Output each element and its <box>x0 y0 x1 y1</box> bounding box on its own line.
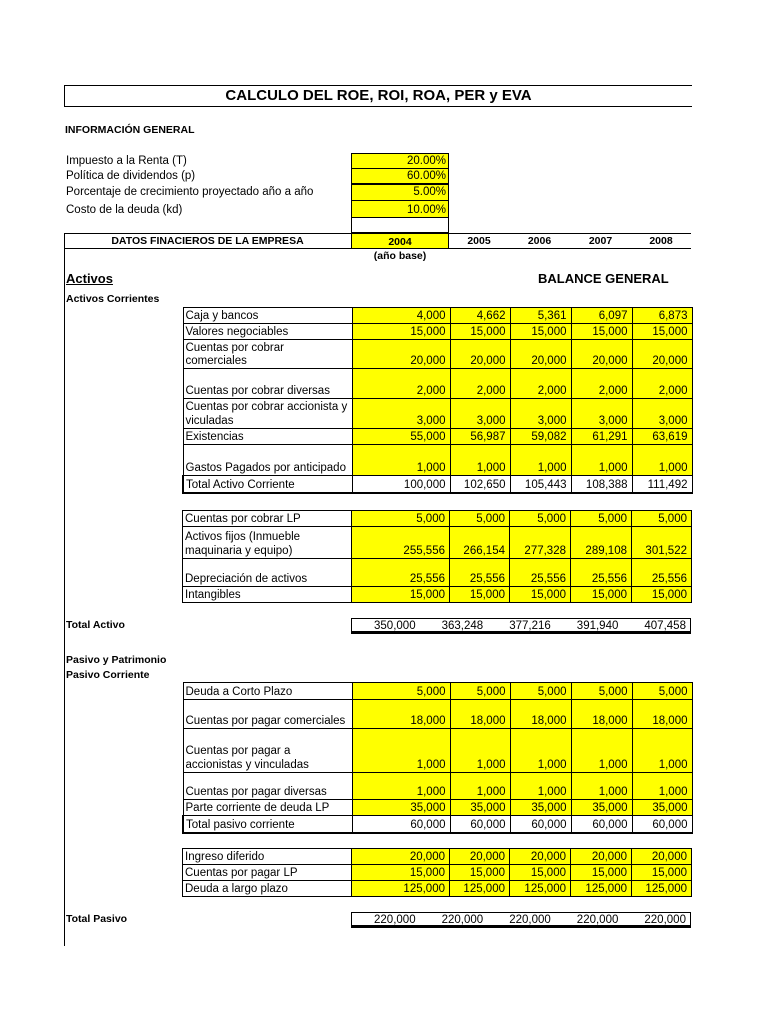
cell-2007[interactable]: 1,000 <box>571 773 632 800</box>
cell-2007[interactable]: 15,000 <box>571 865 632 881</box>
cell-2004[interactable]: 20,000 <box>352 849 450 865</box>
year-2007: 2007 <box>588 235 613 247</box>
table-row <box>183 399 692 429</box>
cell-2005[interactable]: 35,000 <box>450 800 510 816</box>
table-row <box>183 559 692 587</box>
cell-2004[interactable]: 35,000 <box>352 800 450 816</box>
row-label: Depreciación de activos <box>183 559 352 587</box>
table-row <box>183 369 692 399</box>
cell-2006[interactable]: 2,000 <box>510 369 571 399</box>
cell-2007[interactable]: 1,000 <box>571 729 632 773</box>
activos-no-corrientes-table <box>182 510 692 603</box>
table-row <box>183 340 692 369</box>
table-row-total <box>183 476 692 493</box>
cell-2008[interactable]: 1,000 <box>632 445 692 476</box>
cell-2007[interactable]: 5,000 <box>571 511 632 527</box>
year-2004: 2004 <box>351 233 449 249</box>
cell-2008[interactable]: 5,000 <box>632 683 692 700</box>
cell-2008[interactable]: 15,000 <box>632 587 692 603</box>
row-label: Cuentas por pagar LP <box>183 865 352 881</box>
cell-2007[interactable]: 3,000 <box>571 399 632 429</box>
cell-2008[interactable]: 2,000 <box>632 369 692 399</box>
cell-2004[interactable]: 25,556 <box>352 559 450 587</box>
cell-2006: 377,216 <box>509 620 551 632</box>
cell-2004[interactable]: 125,000 <box>352 881 450 897</box>
cell-2005[interactable]: 5,000 <box>450 683 510 700</box>
row-label: Intangibles <box>183 587 352 603</box>
cell-2006[interactable]: 1,000 <box>510 773 571 800</box>
cell-2006[interactable]: 35,000 <box>510 800 571 816</box>
activos-heading: Activos <box>66 271 113 286</box>
table-row <box>183 429 692 445</box>
row-label: Cuentas por pagar diversas <box>183 773 352 800</box>
cell-2008: 220,000 <box>644 914 686 926</box>
cell-2008[interactable]: 25,556 <box>632 559 692 587</box>
cell-2005[interactable]: 1,000 <box>450 445 510 476</box>
cell-2005[interactable]: 5,000 <box>450 511 510 527</box>
param-label-debt-cost: Costo de la deuda (kd) <box>66 204 183 216</box>
cell-2004[interactable]: 1,000 <box>352 729 450 773</box>
row-label: Cuentas por cobrar accionista y viculadas <box>183 399 352 429</box>
cell-2008: 111,492 <box>632 476 692 493</box>
row-label: Gastos Pagados por anticipado <box>183 445 352 476</box>
cell-2007[interactable]: 289,108 <box>571 527 632 559</box>
pasivo-corriente-table <box>182 682 693 834</box>
cell-2005[interactable]: 15,000 <box>450 324 510 340</box>
cell-2004[interactable]: 15,000 <box>352 587 450 603</box>
cell-2006[interactable]: 18,000 <box>510 700 571 729</box>
cell-2007[interactable]: 18,000 <box>571 700 632 729</box>
param-value-tax[interactable]: 20.00% <box>351 153 449 169</box>
cell-2005[interactable]: 1,000 <box>450 729 510 773</box>
cell-2005[interactable]: 15,000 <box>450 587 510 603</box>
cell-2006[interactable]: 5,000 <box>510 511 571 527</box>
base-year-note: (año base) <box>373 250 427 262</box>
cell-2006: 105,443 <box>510 476 571 493</box>
pasivo-patrimonio-heading: Pasivo y Patrimonio <box>66 654 167 666</box>
row-label: Caja y bancos <box>183 308 352 324</box>
table-row <box>183 445 692 476</box>
cell-2007: 391,940 <box>576 620 619 632</box>
cell-2008[interactable]: 63,619 <box>632 429 692 445</box>
row-label: Ingreso diferido <box>183 849 352 865</box>
total-pasivo-values <box>351 912 691 928</box>
cell-2007[interactable]: 5,000 <box>571 683 632 700</box>
cell-2005[interactable]: 3,000 <box>450 399 510 429</box>
row-label: Deuda a largo plazo <box>183 881 352 897</box>
table-row <box>183 881 692 897</box>
cell-2005[interactable]: 125,000 <box>450 881 510 897</box>
financial-header-label: DATOS FINACIEROS DE LA EMPRESA <box>111 235 304 247</box>
row-label: Total Activo Corriente <box>183 476 352 493</box>
table-row <box>183 587 692 603</box>
cell-2006[interactable]: 15,000 <box>510 324 571 340</box>
cell-2006[interactable]: 5,361 <box>510 308 571 324</box>
cell-2004: 350,000 <box>374 620 416 632</box>
cell-2007[interactable]: 61,291 <box>571 429 632 445</box>
cell-2008[interactable]: 5,000 <box>632 511 692 527</box>
cell-2006[interactable]: 15,000 <box>510 587 571 603</box>
row-label: Valores negociables <box>183 324 352 340</box>
cell-2004[interactable]: 5,000 <box>352 683 450 700</box>
param-value-debt-cost[interactable]: 10.00% <box>351 200 449 218</box>
cell-2007[interactable]: 6,097 <box>571 308 632 324</box>
cell-2005[interactable]: 56,987 <box>450 429 510 445</box>
cell-2008[interactable]: 20,000 <box>632 849 692 865</box>
cell-2008[interactable]: 125,000 <box>632 881 692 897</box>
row-label: Activos fijos (Inmueble maquinaria y equipo) <box>183 527 352 559</box>
cell-2004[interactable]: 2,000 <box>352 369 450 399</box>
row-label: Cuentas por cobrar diversas <box>183 369 352 399</box>
cell-2007[interactable]: 1,000 <box>571 445 632 476</box>
total-activo-values <box>351 618 691 634</box>
cell-2004[interactable]: 4,000 <box>352 308 450 324</box>
cell-2005[interactable]: 20,000 <box>450 849 510 865</box>
table-row <box>183 683 692 700</box>
param-label-tax: Impuesto a la Renta (T) <box>66 155 187 167</box>
pasivo-no-corriente-table <box>182 848 692 897</box>
cell-2004: 100,000 <box>352 476 450 493</box>
cell-2005[interactable]: 2,000 <box>450 369 510 399</box>
row-label: Cuentas por cobrar LP <box>183 511 352 527</box>
cell-2006[interactable]: 277,328 <box>510 527 571 559</box>
cell-2006[interactable]: 25,556 <box>510 559 571 587</box>
year-2005: 2005 <box>467 235 491 247</box>
table-row <box>183 865 692 881</box>
cell-2008[interactable]: 15,000 <box>632 865 692 881</box>
row-label: Existencias <box>183 429 352 445</box>
cell-2005: 220,000 <box>441 914 484 926</box>
cell-2006[interactable]: 20,000 <box>510 340 571 369</box>
row-label: Cuentas por pagar comerciales <box>183 700 352 729</box>
table-row-total <box>183 816 692 833</box>
cell-2005: 60,000 <box>450 816 510 833</box>
cell-2008[interactable]: 15,000 <box>632 324 692 340</box>
table-row <box>183 849 692 865</box>
cell-2008[interactable]: 1,000 <box>632 729 692 773</box>
row-label: Total pasivo corriente <box>183 816 352 833</box>
cell-2005[interactable]: 18,000 <box>450 700 510 729</box>
sheet-title: CALCULO DEL ROE, ROI, ROA, PER y EVA <box>64 85 692 107</box>
cell-2005[interactable]: 1,000 <box>450 773 510 800</box>
cell-2006[interactable]: 3,000 <box>510 399 571 429</box>
left-border-line <box>64 249 65 946</box>
info-heading: INFORMACIÓN GENERAL <box>65 124 195 136</box>
cell-2007[interactable]: 15,000 <box>571 587 632 603</box>
cell-2008: 60,000 <box>632 816 692 833</box>
cell-2004[interactable]: 15,000 <box>352 865 450 881</box>
cell-2004[interactable]: 15,000 <box>352 324 450 340</box>
cell-2004[interactable]: 255,556 <box>352 527 450 559</box>
cell-2006[interactable]: 125,000 <box>510 881 571 897</box>
row-label: Cuentas por pagar a accionistas y vinculadas <box>183 729 352 773</box>
cell-2006[interactable]: 1,000 <box>510 445 571 476</box>
param-label-dividend: Política de dividendos (p) <box>66 170 196 182</box>
table-row <box>183 324 692 340</box>
table-row <box>183 729 692 773</box>
cell-2004[interactable]: 1,000 <box>352 773 450 800</box>
cell-2007[interactable]: 20,000 <box>571 340 632 369</box>
table-row <box>183 773 692 800</box>
param-value-growth[interactable]: 5.00% <box>351 184 449 201</box>
pasivo-corriente-heading: Pasivo Corriente <box>66 669 150 681</box>
cell-2007[interactable]: 15,000 <box>571 324 632 340</box>
cell-2006[interactable]: 15,000 <box>510 865 571 881</box>
cell-2005: 363,248 <box>441 620 484 632</box>
cell-2007: 220,000 <box>576 914 619 926</box>
cell-2008[interactable]: 6,873 <box>632 308 692 324</box>
cell-2005[interactable]: 15,000 <box>450 865 510 881</box>
cell-2007[interactable]: 2,000 <box>571 369 632 399</box>
cell-2005[interactable]: 25,556 <box>450 559 510 587</box>
row-label: Cuentas por cobrar comerciales <box>183 340 352 369</box>
cell-2008[interactable]: 20,000 <box>632 340 692 369</box>
cell-2006: 220,000 <box>509 914 551 926</box>
cell-2005[interactable]: 266,154 <box>450 527 510 559</box>
cell-2006[interactable]: 20,000 <box>510 849 571 865</box>
cell-2007[interactable]: 125,000 <box>571 881 632 897</box>
cell-2004[interactable]: 3,000 <box>352 399 450 429</box>
cell-2004: 220,000 <box>374 914 416 926</box>
balance-title: BALANCE GENERAL <box>538 271 669 286</box>
row-label: Parte corriente de deuda LP <box>183 800 352 816</box>
activos-corrientes-table <box>182 307 693 494</box>
cell-2008[interactable]: 18,000 <box>632 700 692 729</box>
row-label: Deuda a Corto Plazo <box>183 683 352 700</box>
cell-2007[interactable]: 20,000 <box>571 849 632 865</box>
cell-2008[interactable]: 35,000 <box>632 800 692 816</box>
cell-2004[interactable]: 55,000 <box>352 429 450 445</box>
cell-2008[interactable]: 301,522 <box>632 527 692 559</box>
cell-2008[interactable]: 3,000 <box>632 399 692 429</box>
table-row <box>183 800 692 816</box>
cell-2005[interactable]: 20,000 <box>450 340 510 369</box>
activos-corrientes-heading: Activos Corrientes <box>66 293 160 305</box>
empty-cell <box>351 218 449 233</box>
total-pasivo-label: Total Pasivo <box>66 913 128 925</box>
cell-2006[interactable]: 5,000 <box>510 683 571 700</box>
year-2006: 2006 <box>527 235 552 247</box>
cell-2006[interactable]: 1,000 <box>510 729 571 773</box>
table-row <box>183 527 692 559</box>
table-row <box>183 511 692 527</box>
cell-2007[interactable]: 35,000 <box>571 800 632 816</box>
cell-2004[interactable]: 20,000 <box>352 340 450 369</box>
param-label-growth: Porcentaje de crecimiento proyectado año a año <box>66 186 314 198</box>
cell-2004[interactable]: 18,000 <box>352 700 450 729</box>
cell-2006: 60,000 <box>510 816 571 833</box>
cell-2007: 108,388 <box>571 476 632 493</box>
table-row <box>183 308 692 324</box>
cell-2008[interactable]: 1,000 <box>632 773 692 800</box>
param-value-dividend[interactable]: 60.00% <box>351 168 449 184</box>
year-2008: 2008 <box>649 235 673 247</box>
cell-2005[interactable]: 4,662 <box>450 308 510 324</box>
table-row <box>183 700 692 729</box>
cell-2004: 60,000 <box>352 816 450 833</box>
cell-2007[interactable]: 25,556 <box>571 559 632 587</box>
cell-2006[interactable]: 59,082 <box>510 429 571 445</box>
cell-2004[interactable]: 1,000 <box>352 445 450 476</box>
cell-2008: 407,458 <box>644 620 686 632</box>
cell-2005: 102,650 <box>450 476 510 493</box>
cell-2007: 60,000 <box>571 816 632 833</box>
cell-2004[interactable]: 5,000 <box>352 511 450 527</box>
total-activo-label: Total Activo <box>66 619 125 631</box>
